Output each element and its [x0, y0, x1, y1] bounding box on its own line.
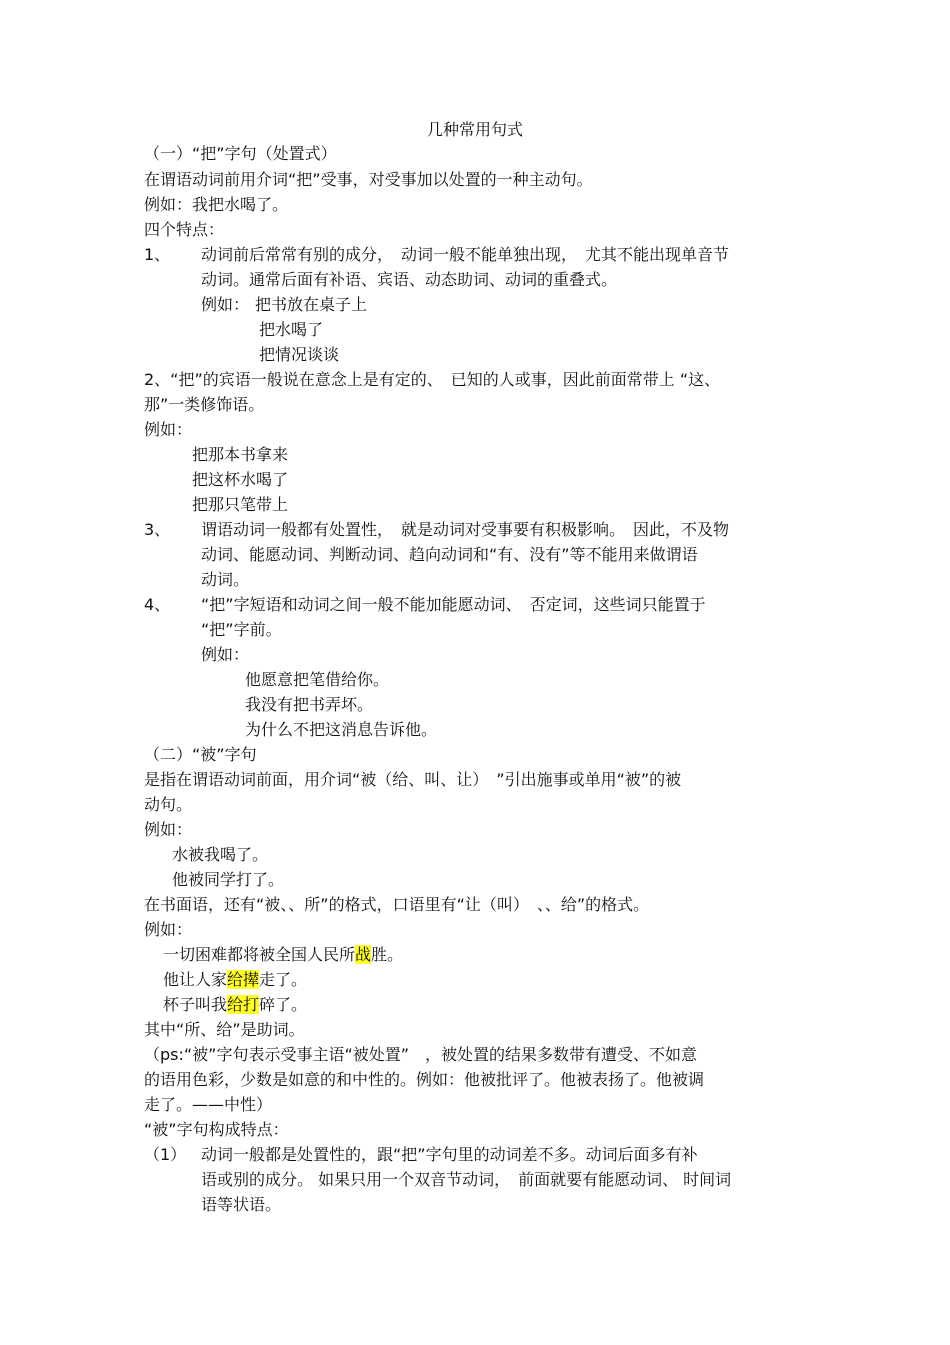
- bei-example-label: 例如：: [144, 820, 193, 839]
- feature-4-example-2: 我没有把书弄坏。: [245, 695, 374, 714]
- bei-sentence-1: 一切困难都将被全国人民所战胜。: [163, 945, 404, 964]
- ps-note-line-2: 的语用色彩，少数是如意的和中性的。例如：他被批评了。他被表扬了。他被调: [144, 1070, 705, 1089]
- bei-features-label: “被”字句构成特点：: [144, 1120, 289, 1139]
- feature-3-line-2: 动词、能愿动词、判断动词、趋向动词和“有、没有”等不能用来做谓语: [201, 545, 698, 564]
- feature-1-example-label: 例如：: [201, 295, 250, 314]
- bei-point-1-line-3: 语等状语。: [201, 1195, 282, 1214]
- bei-point-1-line-2: 语或别的成分。 如果只用一个双音节动词， 前面就要有能愿动词、 时间词: [201, 1170, 732, 1189]
- feature-1-example-2: 把水喝了: [259, 320, 324, 339]
- feature-1-line-1: 动词前后常常有别的成分， 动词一般不能单独出现， 尤其不能出现单音节: [201, 245, 730, 264]
- ba-definition: 在谓语动词前用介词“把”受事，对受事加以处置的一种主动句。: [144, 170, 593, 189]
- feature-3-line-3: 动词。: [201, 570, 250, 589]
- bei-example-2: 他被同学打了。: [172, 870, 285, 889]
- ba-features-label: 四个特点：: [144, 220, 225, 239]
- section-heading-bei: （二）“被”字句: [144, 745, 257, 764]
- bei-example-label-2: 例如：: [144, 920, 193, 939]
- feature-2-line-1: 2、“把”的宾语一般说在意念上是有定的、 已知的人或事，因此前面常带上 “这、: [144, 370, 721, 389]
- bei-example-1: 水被我喝了。: [172, 845, 269, 864]
- ps-note-line-3: 走了。——中性）: [144, 1095, 273, 1114]
- bei-point-1-number: （1）: [144, 1145, 187, 1164]
- feature-2-line-2: 那”一类修饰语。: [144, 395, 265, 414]
- feature-1-line-2: 动词。通常后面有补语、宾语、动态助词、动词的重叠式。: [201, 270, 618, 289]
- feature-2-example-1: 把那本书拿来: [192, 445, 289, 464]
- feature-4-number: 4、: [144, 595, 171, 614]
- feature-4-line-2: “把”字前。: [201, 620, 282, 639]
- bei-sentence-2: 他让人家给撵走了。: [163, 970, 308, 989]
- section-heading-ba: （一）“把”字句（处置式）: [144, 144, 337, 163]
- feature-2-example-2: 把这杯水喝了: [192, 470, 289, 489]
- feature-4-line-1: “把”字短语和动词之间一般不能加能愿动词、 否定词，这些词只能置于: [201, 595, 706, 614]
- ba-example: 例如：我把水喝了。: [144, 195, 289, 214]
- feature-4-example-label: 例如：: [201, 645, 250, 664]
- bei-definition-line-1: 是指在谓语动词前面，用介词“被（给、叫、让） ”引出施事或单用“被”的被: [144, 770, 682, 789]
- highlight-mark: 给打: [227, 995, 260, 1014]
- feature-4-example-1: 他愿意把笔借给你。: [245, 670, 390, 689]
- bei-written-forms: 在书面语，还有“被、、所”的格式，口语里有“让（叫） 、、给”的格式。: [144, 895, 650, 914]
- feature-1-number: 1、: [144, 245, 171, 264]
- feature-2-example-3: 把那只笔带上: [192, 495, 289, 514]
- highlight-mark: 给撵: [227, 970, 260, 989]
- feature-1-example-1: 把书放在桌子上: [255, 295, 368, 314]
- feature-2-example-label: 例如：: [144, 420, 193, 439]
- feature-4-example-3: 为什么不把这消息告诉他。: [245, 720, 438, 739]
- bei-definition-line-2: 动句。: [144, 795, 193, 814]
- highlight-mark: 战: [355, 945, 372, 964]
- ps-note-line-1: （ps:“被”字句表示受事主语“被处置” ，被处置的结果多数带有遭受、不如意: [144, 1045, 698, 1064]
- feature-3-number: 3、: [144, 520, 171, 539]
- bei-sentence-3: 杯子叫我给打碎了。: [163, 995, 308, 1014]
- feature-1-example-3: 把情况谈谈: [259, 345, 340, 364]
- feature-3-line-1: 谓语动词一般都有处置性， 就是动词对受事要有积极影响。 因此，不及物: [201, 520, 730, 539]
- bei-point-1-line-1: 动词一般都是处置性的，跟“把”字句里的动词差不多。动词后面多有补: [201, 1145, 698, 1164]
- bei-auxiliary-note: 其中“所、给”是助词。: [144, 1020, 305, 1039]
- page-title: 几种常用句式: [426, 120, 523, 139]
